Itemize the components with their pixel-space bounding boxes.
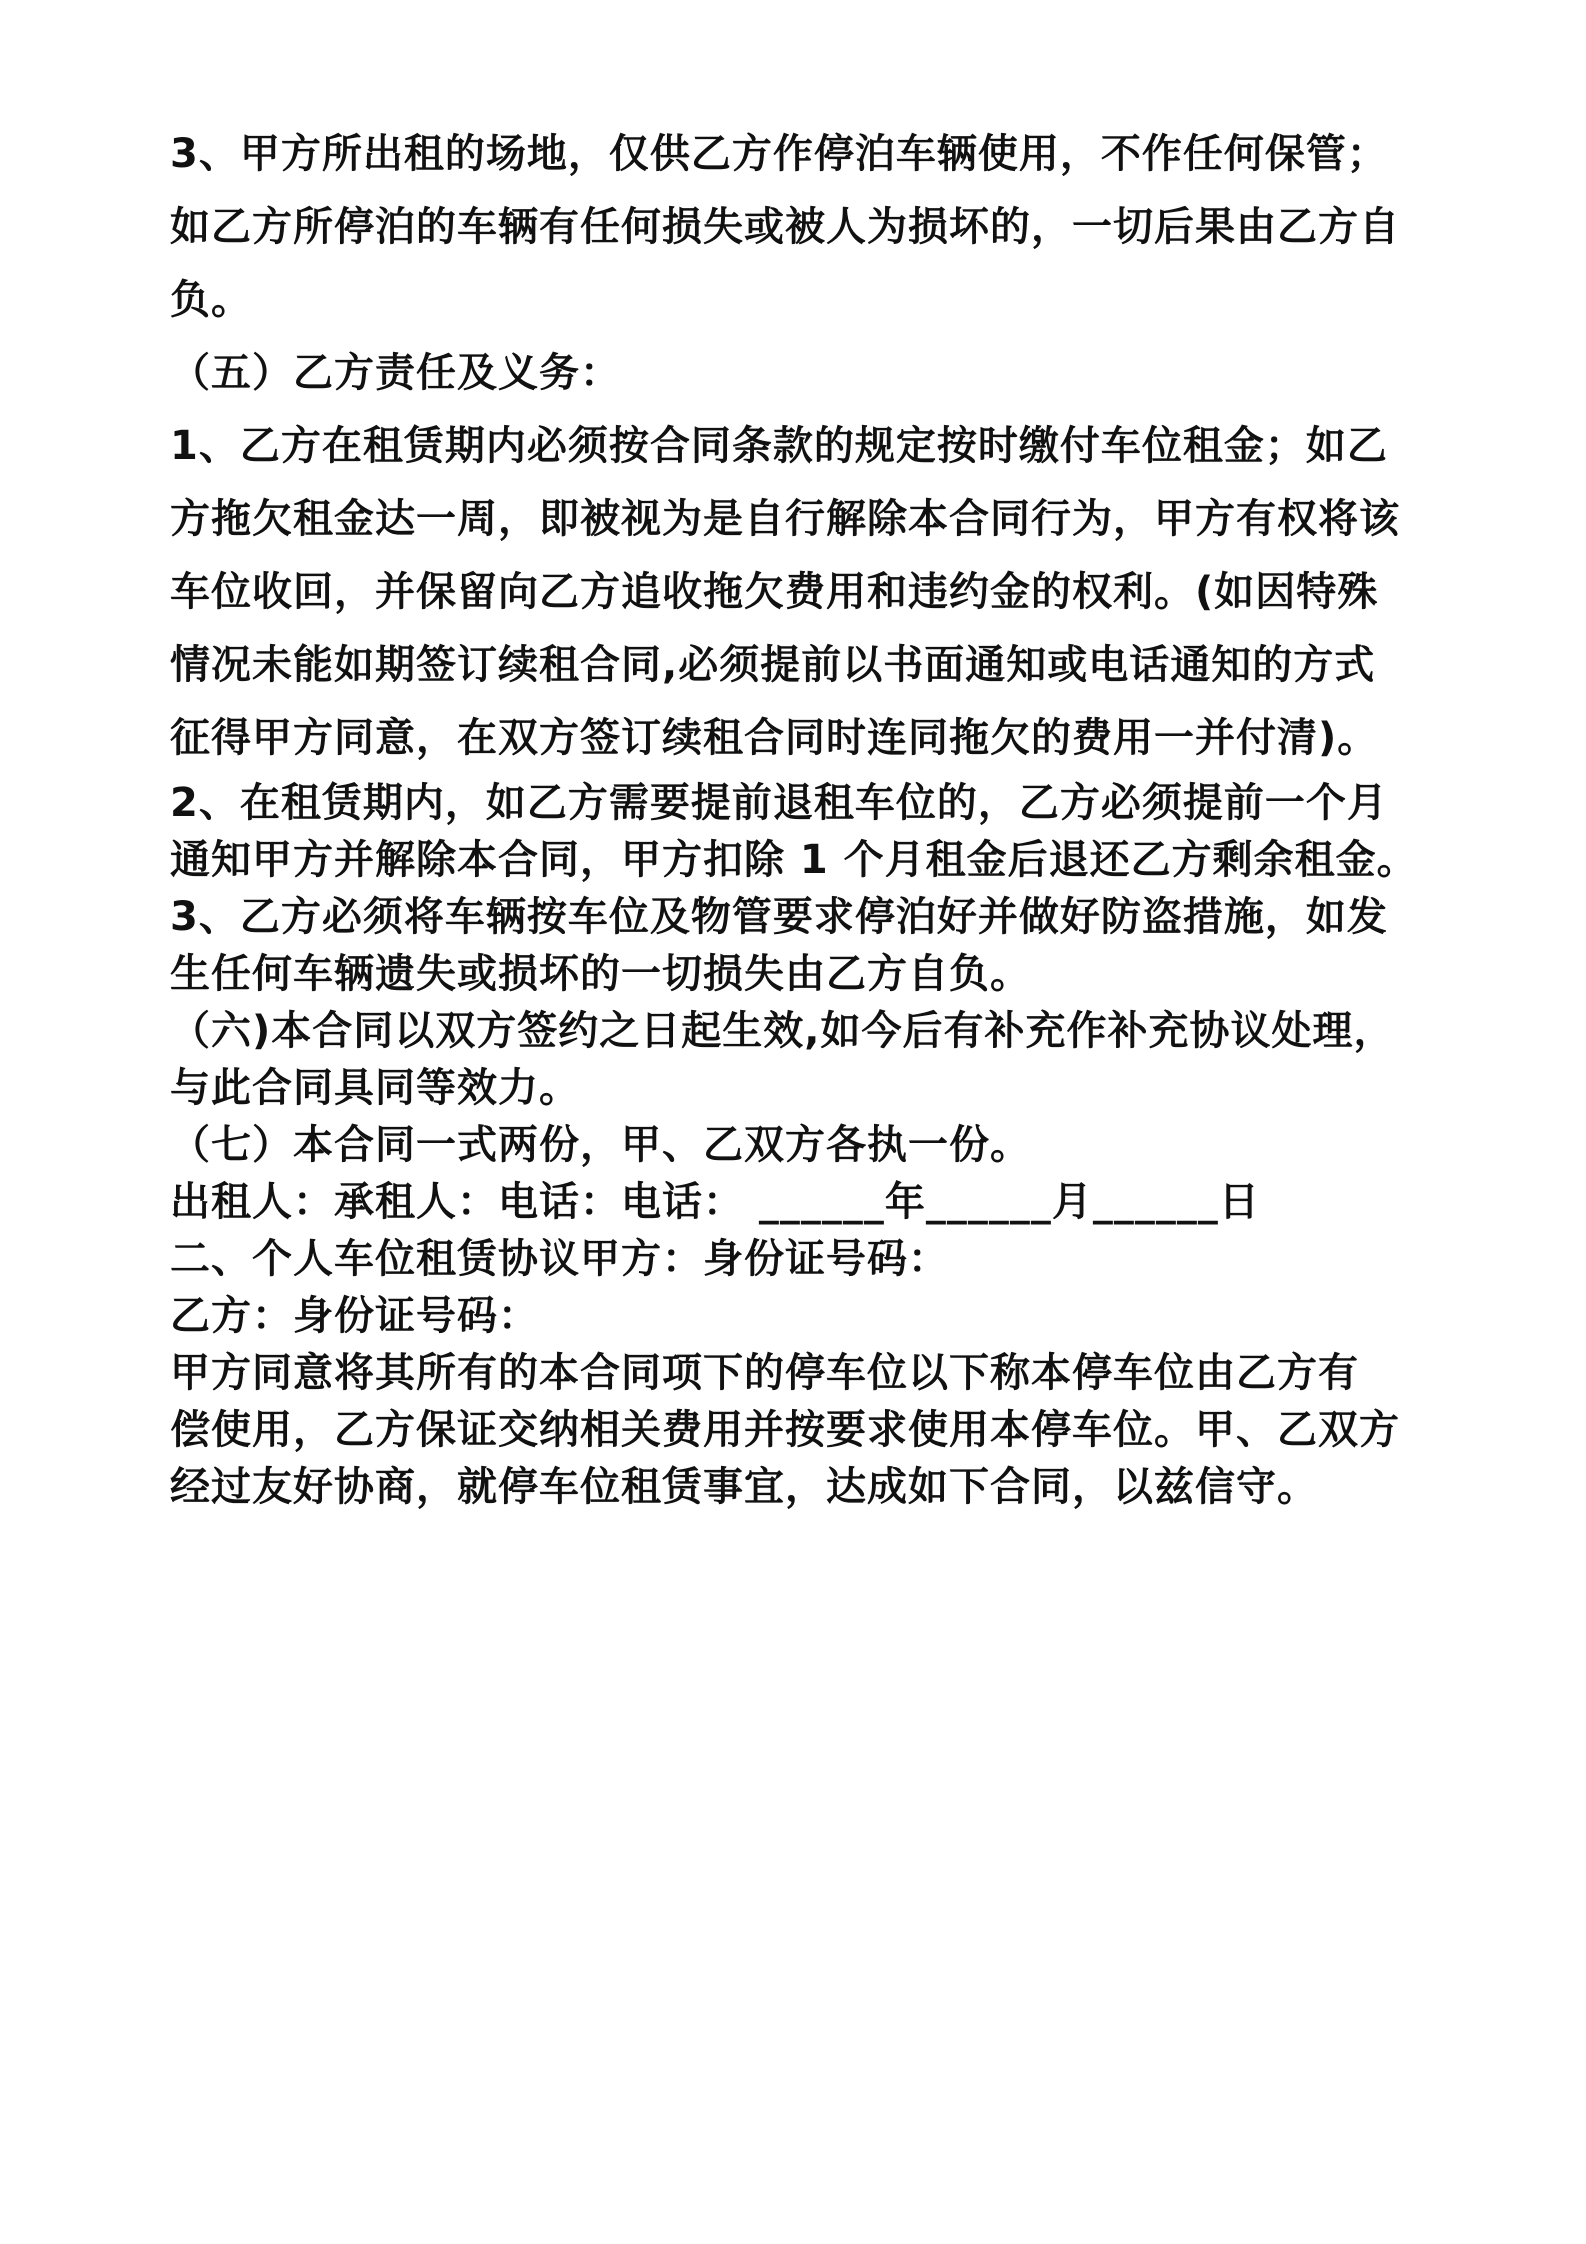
document-line: 方拖欠租金达一周，即被视为是自行解除本合同行为，甲方有权将该 (170, 496, 1400, 542)
section-heading-7: （七）本合同一式两份，甲、乙双方各执一份。 (170, 1122, 1031, 1168)
document-line: 生任何车辆遗失或损坏的一切损失由乙方自负。 (170, 951, 1031, 997)
document-line: 征得甲方同意，在双方签订续租合同时连同拖欠的费用一并付清)。 (170, 715, 1379, 761)
document-line: 与此合同具同等效力。 (170, 1065, 580, 1111)
section-heading-5: （五）乙方责任及义务： (170, 350, 621, 396)
document-line: 经过友好协商，就停车位租赁事宜，达成如下合同，以兹信守。 (170, 1464, 1318, 1510)
document-line: 偿使用，乙方保证交纳相关费用并按要求使用本停车位。甲、乙双方 (170, 1407, 1400, 1453)
document-line: 2、在租赁期内，如乙方需要提前退租车位的，乙方必须提前一个月 (170, 780, 1388, 826)
section-heading-6: （六)本合同以双方签约之日起生效,如今后有补充作补充协议处理， (170, 1008, 1395, 1054)
document-line: 甲方同意将其所有的本合同项下的停车位以下称本停车位由乙方有 (170, 1350, 1359, 1396)
document-line: 负。 (170, 277, 252, 323)
document-line: 通知甲方并解除本合同，甲方扣除 1 个月租金后退还乙方剩余租金。 (170, 837, 1418, 883)
document-line: 1、乙方在租赁期内必须按合同条款的规定按时缴付车位租金；如乙 (170, 423, 1388, 469)
contract-text-block (170, 118, 1432, 1516)
section-heading-part2: 二、个人车位租赁协议甲方：身份证号码： (170, 1236, 949, 1282)
document-line: 车位收回，并保留向乙方追收拖欠费用和违约金的权利。(如因特殊 (170, 569, 1379, 615)
signature-line: 出租人：承租人：电话：电话： ______年______月______日 (170, 1179, 1260, 1225)
document-line: 乙方：身份证号码： (170, 1293, 539, 1339)
document-line: 情况未能如期签订续租合同,必须提前以书面通知或电话通知的方式 (170, 642, 1376, 688)
document-line: 3、甲方所出租的场地，仅供乙方作停泊车辆使用，不作任何保管； (170, 131, 1388, 177)
document-line: 如乙方所停泊的车辆有任何损失或被人为损坏的，一切后果由乙方自 (170, 204, 1400, 250)
document-line: 3、乙方必须将车辆按车位及物管要求停泊好并做好防盗措施，如发 (170, 894, 1388, 940)
